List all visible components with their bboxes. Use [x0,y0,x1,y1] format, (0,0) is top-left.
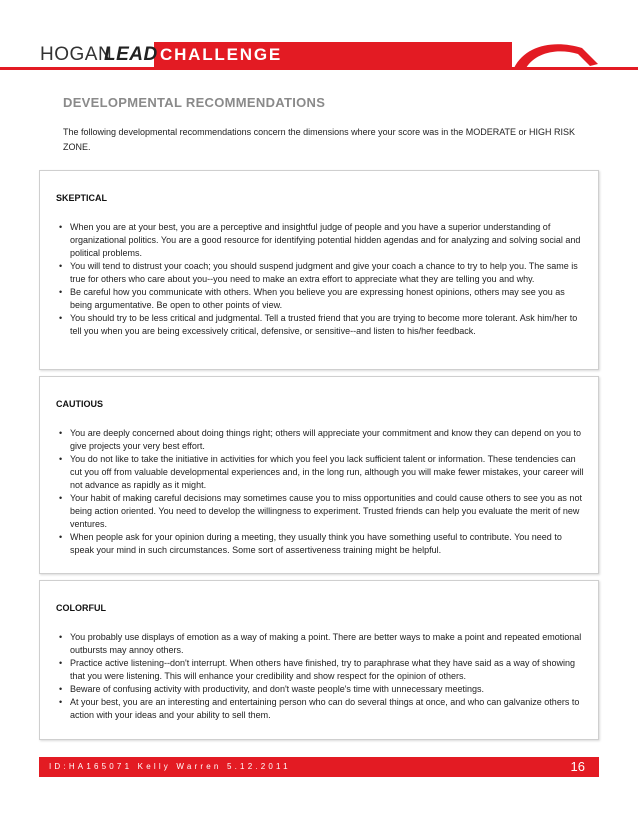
list-item [56,260,586,286]
recommendation-list [56,221,586,338]
bullet-icon: • [59,313,63,323]
list-item [56,657,586,683]
list-item [56,312,586,338]
bullet-icon: • [59,222,63,232]
panel-title: CAUTIOUS [56,399,103,409]
list-item-text: At your best, you are an interesting and entertaining person who can do several things at once, and who can galvanize others to action with your ideas and your ability to sell them. [70,697,580,720]
bullet-icon: • [59,658,63,668]
list-item [56,427,586,453]
list-item-text: Beware of confusing activity with productivity, and don't waste people's time with unnecessary meetings. [70,684,484,694]
bullet-icon: • [59,287,63,297]
bullet-icon: • [59,532,63,542]
list-item-text: You probably use displays of emotion as a way of making a point. There are better ways to make a point and repeated emotional outbursts may annoy others. [70,632,582,655]
page-title: DEVELOPMENTAL RECOMMENDATIONS [63,95,326,110]
panel-colorful [39,580,599,740]
list-item-text: Practice active listening--don't interrupt. When others have finished, try to paraphrase what they have said as a way of showing that you were listening. This will enhance your credibility and show respect for the opinion of others. [70,658,575,681]
panel-cautious [39,376,599,574]
list-item-text: Be careful how you communicate with others. When you believe you are expressing honest opinions, others may see you as being argumentative. Be open to other points of view. [70,287,565,310]
brand-hogan-text: HOGAN [40,44,113,65]
list-item-text: You are deeply concerned about doing things right; others will appreciate your commitment and know they can depend on you to give projects your very best effort. [70,428,581,451]
panel-skeptical [39,170,599,370]
bullet-icon: • [59,632,63,642]
list-item [56,453,586,492]
bullet-icon: • [59,261,63,271]
recommendation-list [56,631,586,722]
bullet-icon: • [59,454,63,464]
panel-title: COLORFUL [56,603,106,613]
list-item [56,492,586,531]
intro-paragraph: The following developmental recommendations concern the dimensions where your score was in the MODERATE or HIGH RISK ZONE. [63,127,576,152]
brand-lead-text: LEAD [104,44,158,65]
list-item [56,531,586,557]
report-header [0,40,638,70]
list-item-text: Your habit of making careful decisions may sometimes cause you to miss opportunities and could cause others to see you as not being action oriented. You need to develop the willingness to experiment. Trusted friends can help you evaluate the merit of new ventures. [70,493,582,529]
list-item-text: When you are at your best, you are a perceptive and insightful judge of people and you have a superior understanding of organizational politics. You are a good resource for identifying potential hidden agendas and for analyzing and solving social and political problems. [70,222,581,258]
list-item-text: When people ask for your opinion during a meeting, they usually think you have something useful to contribute. You need to speak your mind in such circumstances. Some sort of assertiveness training might be helpful. [70,532,562,555]
bullet-icon: • [59,493,63,503]
list-item [56,286,586,312]
page-footer [39,757,599,777]
panel-title: SKEPTICAL [56,193,108,203]
report-id-text: ID:HA165071 Kelly Warren 5.12.2011 [49,762,291,771]
recommendation-list [56,427,586,557]
list-item [56,683,586,696]
hogan-swoosh-logo-icon [512,40,602,70]
bullet-icon: • [59,684,63,694]
brand-challenge-text: CHALLENGE [160,45,282,64]
bullet-icon: • [59,428,63,438]
list-item [56,696,586,722]
bullet-icon: • [59,697,63,707]
list-item-text: You do not like to take the initiative in activities for which you feel you lack sufficient talent or information. These tendencies can cut you off from valuable developmental experiences and, in the long run, although you will make fewer mistakes, your career will not advance as rapidly as it might. [70,454,584,490]
list-item [56,221,586,260]
list-item-text: You will tend to distrust your coach; you should suspend judgment and give your coach a chance to try to help you. The same is true for others who care about you--you need to make an extra effort to appreciate what they are telling you and why. [70,261,578,284]
list-item-text: You should try to be less critical and judgmental. Tell a trusted friend that you are trying to become more tolerant. Ask him/her to tell you when you are being excessively critical, defensive, or sensitive--and listen to his/her feedback. [70,313,578,336]
list-item [56,631,586,657]
page-number: 16 [570,759,585,774]
